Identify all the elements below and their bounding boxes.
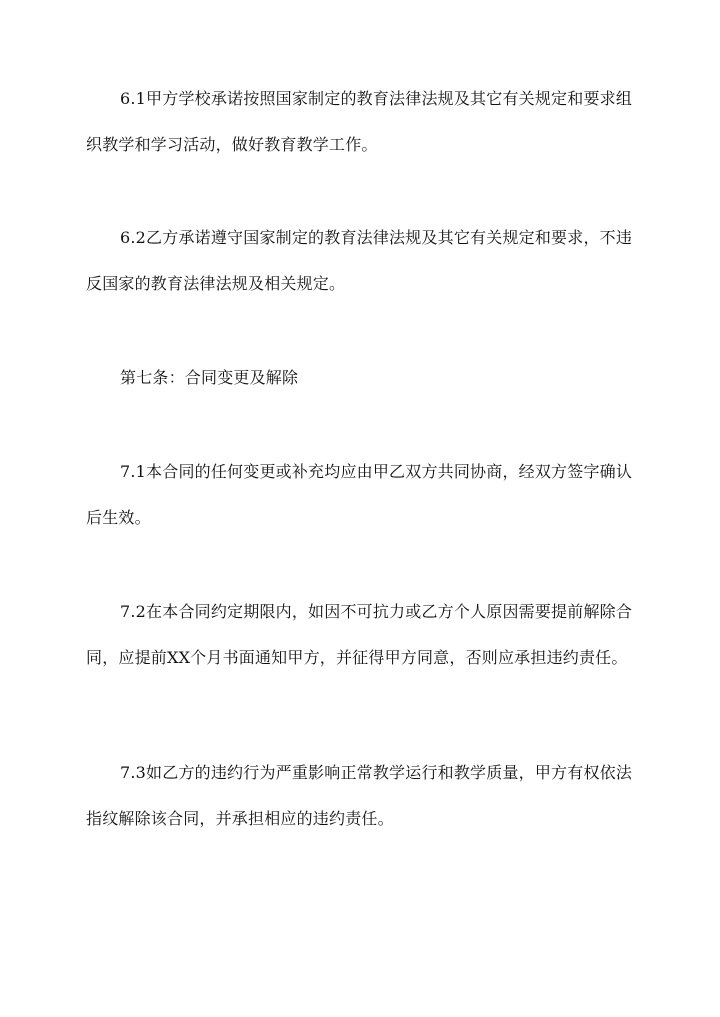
clause-6-2: 6.2乙方承诺遵守国家制定的教育法律法规及其它有关规定和要求，不违反国家的教育法律法规及相关规定。 xyxy=(86,228,633,293)
clause-7-3: 7.3如乙方的违约行为严重影响正常教学运行和教学质量，甲方有权依法指纹解除该合同，并承担相应的违约责任。 xyxy=(86,763,633,828)
clause-7-2: 7.2在本合同约定期限内，如因不可抗力或乙方个人原因需要提前解除合同，应提前XX个月书面通知甲方，并征得甲方同意，否则应承担违约责任。 xyxy=(86,602,633,667)
clause-6-1: 6.1甲方学校承诺按照国家制定的教育法律法规及其它有关规定和要求组织教学和学习活动，做好教育教学工作。 xyxy=(86,89,633,154)
clause-7-1: 7.1本合同的任何变更或补充均应由甲乙双方共同协商，经双方签字确认后生效。 xyxy=(86,462,633,527)
section-heading-article-7: 第七条：合同变更及解除 xyxy=(120,368,299,387)
